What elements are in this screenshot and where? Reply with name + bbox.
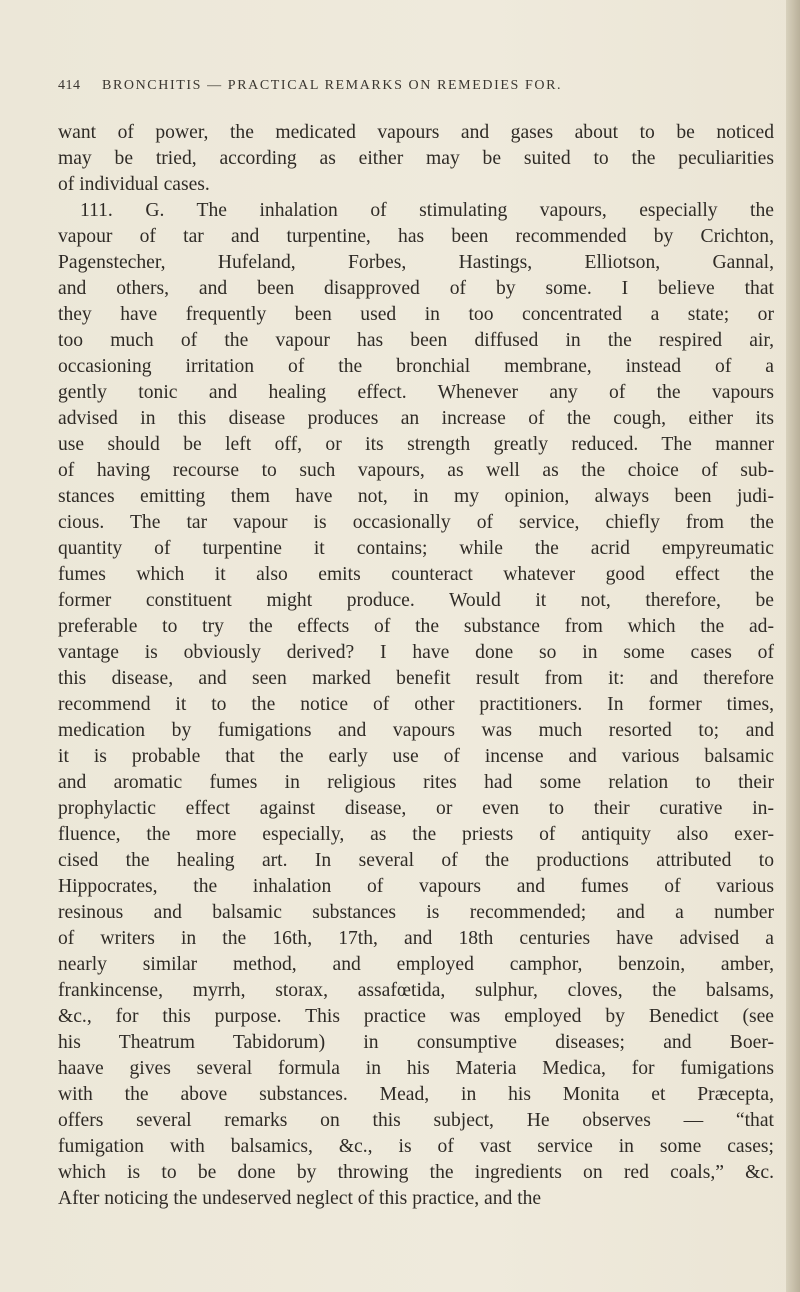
text-line: offers several remarks on this subject, He observes — “that <box>58 1110 774 1131</box>
page-edge <box>786 0 800 1292</box>
text-line: with the above substances. Mead, in his Monita et Præcepta, <box>58 1084 774 1105</box>
page-number: 414 <box>58 78 81 93</box>
text-line: this disease, and seen marked benefit result from it: and therefore <box>58 668 774 689</box>
text-line: which is to be done by throwing the ingredients on red coals,” &c. <box>58 1162 774 1183</box>
text-line: Pagenstecher, Hufeland, Forbes, Hastings, Elliotson, Gannal, <box>58 252 774 273</box>
text-line: cised the healing art. In several of the productions attributed to <box>58 850 774 871</box>
page-header <box>58 78 778 100</box>
text-line: Hippocrates, the inhalation of vapours and fumes of various <box>58 876 774 897</box>
text-line: nearly similar method, and employed camphor, benzoin, amber, <box>58 954 774 975</box>
text-line: preferable to try the effects of the substance from which the ad- <box>58 616 774 637</box>
text-line: recommend it to the notice of other practitioners. In former times, <box>58 694 774 715</box>
text-line: stances emitting them have not, in my opinion, always been judi- <box>58 486 774 507</box>
text-line: they have frequently been used in too concentrated a state; or <box>58 304 774 325</box>
text-line: it is probable that the early use of incense and various balsamic <box>58 746 774 767</box>
text-line: medication by fumigations and vapours was much resorted to; and <box>58 720 774 741</box>
text-line: resinous and balsamic substances is recommended; and a number <box>58 902 774 923</box>
text-line: of individual cases. <box>58 174 210 195</box>
text-line: of having recourse to such vapours, as well as the choice of sub- <box>58 460 774 481</box>
text-line: 111. G. The inhalation of stimulating vapours, especially the <box>80 200 774 221</box>
text-line: After noticing the undeserved neglect of this practice, and the <box>58 1188 542 1209</box>
text-line: former constituent might produce. Would it not, therefore, be <box>58 590 774 611</box>
text-line: use should be left off, or its strength greatly reduced. The manner <box>58 434 774 455</box>
text-line: and others, and been disapproved of by some. I believe that <box>58 278 774 299</box>
text-line: fumes which it also emits counteract whatever good effect the <box>58 564 774 585</box>
text-line: haave gives several formula in his Materia Medica, for fumigations <box>58 1058 774 1079</box>
text-line: prophylactic effect against disease, or even to their curative in- <box>58 798 774 819</box>
text-line: of writers in the 16th, 17th, and 18th centuries have advised a <box>58 928 774 949</box>
text-line: may be tried, according as either may be suited to the peculiarities <box>58 148 774 169</box>
text-line: advised in this disease produces an increase of the cough, either its <box>58 408 774 429</box>
text-line: fluence, the more especially, as the priests of antiquity also exer- <box>58 824 774 845</box>
text-line: vantage is obviously derived? I have done so in some cases of <box>58 642 774 663</box>
text-line: &c., for this purpose. This practice was employed by Benedict (see <box>58 1006 774 1027</box>
text-line: gently tonic and healing effect. Whenever any of the vapours <box>58 382 774 403</box>
text-line: fumigation with balsamics, &c., is of vast service in some cases; <box>58 1136 774 1157</box>
text-line: want of power, the medicated vapours and gases about to be noticed <box>58 122 774 143</box>
running-head: BRONCHITIS — PRACTICAL REMARKS ON REMEDIES FOR. <box>102 78 563 93</box>
text-line: cious. The tar vapour is occasionally of service, chiefly from the <box>58 512 774 533</box>
text-line: too much of the vapour has been diffused in the respired air, <box>58 330 774 351</box>
text-line: vapour of tar and turpentine, has been recommended by Crichton, <box>58 226 774 247</box>
body-text <box>58 120 774 1212</box>
text-line: frankincense, myrrh, storax, assafœtida, sulphur, cloves, the balsams, <box>58 980 774 1001</box>
text-line: quantity of turpentine it contains; while the acrid empyreumatic <box>58 538 774 559</box>
text-line: and aromatic fumes in religious rites had some relation to their <box>58 772 774 793</box>
text-line: his Theatrum Tabidorum) in consumptive diseases; and Boer- <box>58 1032 774 1053</box>
text-line: occasioning irritation of the bronchial membrane, instead of a <box>58 356 774 377</box>
